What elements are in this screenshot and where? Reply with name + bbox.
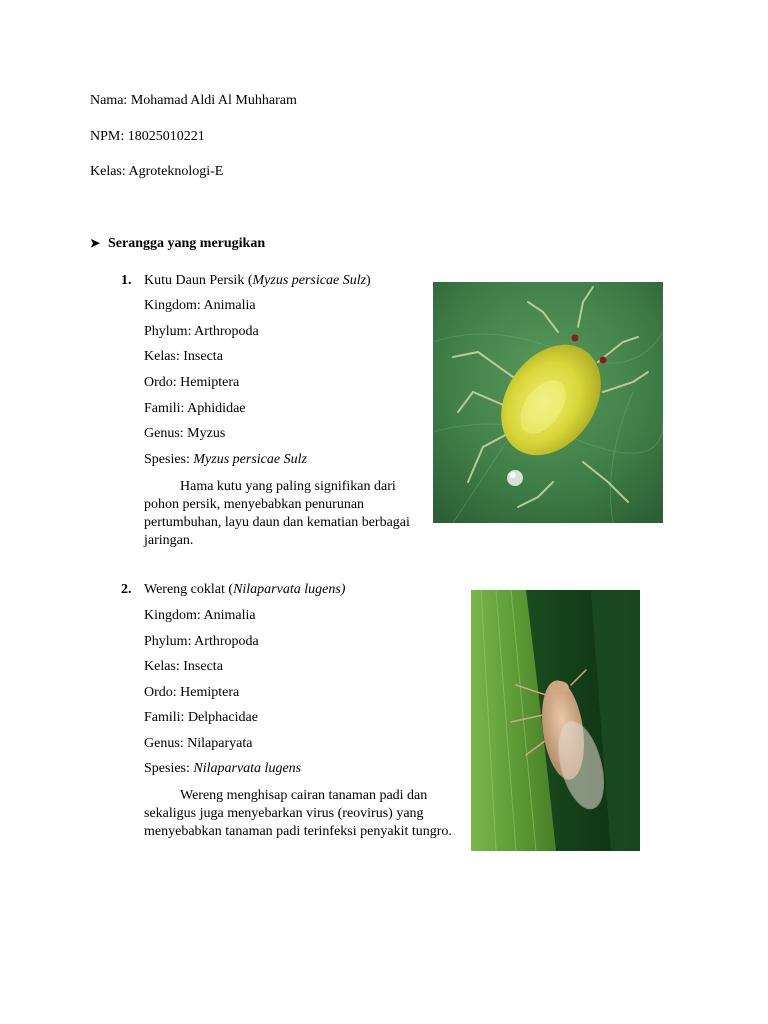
spesies-value: Myzus persicae Sulz bbox=[193, 452, 307, 467]
ordo: Ordo: Hemiptera bbox=[144, 685, 240, 700]
scientific-name: Nilaparvata lugens) bbox=[233, 582, 346, 597]
spesies bbox=[144, 452, 307, 468]
arrow-bullet-icon: ➤ bbox=[90, 236, 101, 250]
kelas: Kelas: Insecta bbox=[144, 349, 223, 364]
spesies bbox=[144, 761, 301, 777]
genus: Genus: Myzus bbox=[144, 426, 226, 441]
section-heading-text: Serangga yang merugikan bbox=[108, 236, 266, 251]
description: Wereng menghisap cairan tanaman padi dan sekaligus juga menyebarkan virus (reovirus) yang menyebabkan tanaman padi terinfeksi penyakit tungro. bbox=[144, 788, 452, 839]
genus: Genus: Nilaparyata bbox=[144, 736, 253, 751]
ordo: Ordo: Hemiptera bbox=[144, 375, 240, 390]
spesies-value: Nilaparvata lugens bbox=[193, 761, 302, 776]
student-class: Kelas: Agroteknologi-E bbox=[90, 164, 224, 179]
common-name: Wereng coklat ( bbox=[144, 582, 234, 597]
section-heading bbox=[90, 236, 265, 252]
insect-title bbox=[144, 273, 371, 289]
aphid-photo bbox=[433, 282, 663, 523]
insect-title bbox=[144, 582, 345, 598]
kingdom: Kingdom: Animalia bbox=[144, 298, 256, 313]
scientific-name: Myzus persicae Sulz bbox=[252, 273, 367, 288]
phylum: Phylum: Arthropoda bbox=[144, 324, 259, 339]
list-number: 2. bbox=[121, 582, 132, 597]
student-npm: NPM: 18025010221 bbox=[90, 129, 205, 144]
kingdom: Kingdom: Animalia bbox=[144, 608, 256, 623]
description: Hama kutu yang paling signifikan dari pohon persik, menyebabkan penurunan pertumbuhan, layu daun dan kematian berbagai jaringan. bbox=[144, 479, 410, 548]
famili: Famili: Delphacidae bbox=[144, 710, 258, 725]
famili: Famili: Aphididae bbox=[144, 401, 246, 416]
list-number: 1. bbox=[121, 273, 132, 288]
planthopper-photo bbox=[471, 590, 640, 851]
spesies-label: Spesies: bbox=[144, 452, 194, 467]
spesies-label: Spesies: bbox=[144, 761, 194, 776]
student-name: Nama: Mohamad Aldi Al Muhharam bbox=[90, 93, 297, 108]
common-name: Kutu Daun Persik ( bbox=[144, 273, 253, 288]
close-paren: ) bbox=[366, 273, 371, 288]
kelas: Kelas: Insecta bbox=[144, 659, 223, 674]
phylum: Phylum: Arthropoda bbox=[144, 634, 259, 649]
